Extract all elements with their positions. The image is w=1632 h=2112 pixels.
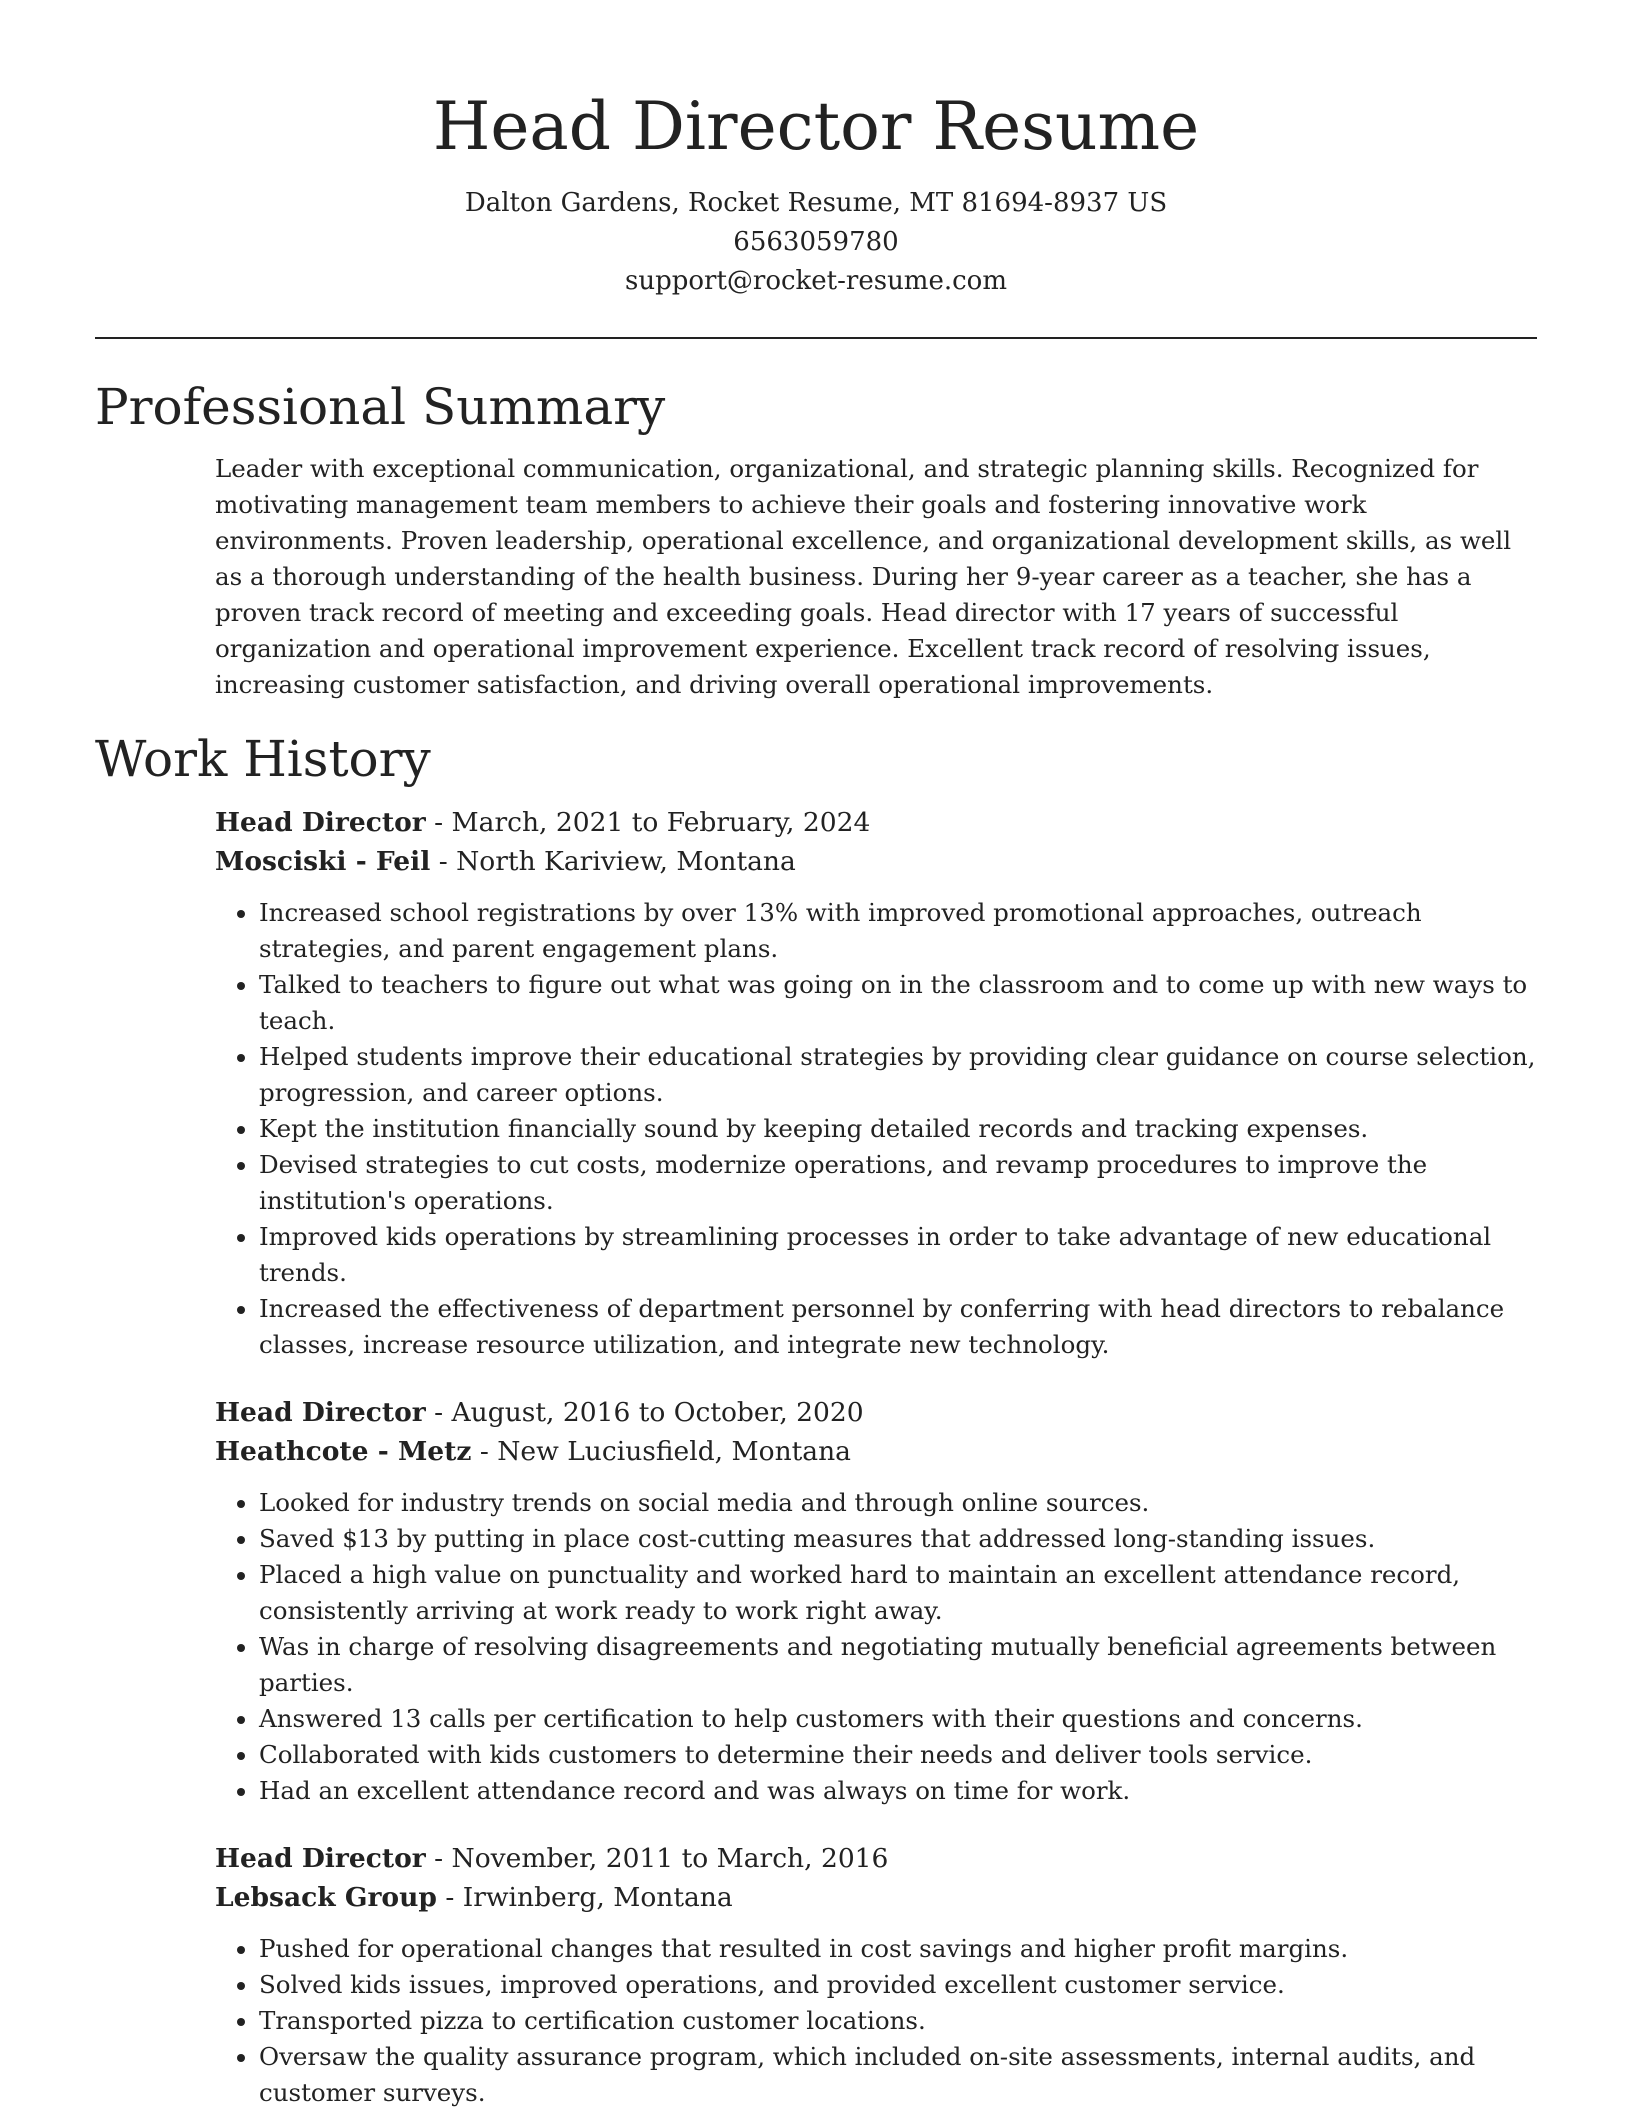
contact-email: support@rocket-resume.com [624,266,1007,296]
resume-header [95,0,1537,301]
job-bullet: • Oversaw the quality assurance program, which included on-site assessments, internal audits, and customer surveys. [259,2039,1537,2111]
job-bullet: • Transported pizza to certification customer locations. [259,2003,1537,2039]
job-bullet: • Answered 13 calls per certification to help customers with their questions and concerns. [259,1701,1537,1737]
job-entry [215,1839,1537,2111]
job-company: Lebsack Group [215,1882,437,1913]
contact-phone: 6563059780 [733,227,899,257]
job-bullet: • Increased school registrations by over 13% with improved promotional approaches, outreach strategies, and parent engagement plans. [259,895,1537,967]
job-bullet: • Collaborated with kids customers to determine their needs and deliver tools service. [259,1737,1537,1773]
job-entry [215,803,1537,1363]
job-company-line [215,842,1537,881]
job-location: - Irwinberg, Montana [445,1882,733,1913]
section-title-work-history: Work History [95,730,431,788]
job-entry [215,1393,1537,1809]
job-bullet: • Improved kids operations by streamlining processes in order to take advantage of new educational trends. [259,1219,1537,1291]
job-title-line [215,1839,1537,1878]
job-bullet: • Helped students improve their educational strategies by providing clear guidance on course selection, progression, and career options. [259,1039,1537,1111]
job-bullet: • Was in charge of resolving disagreements and negotiating mutually beneficial agreements between parties. [259,1629,1537,1701]
job-bullet: • Placed a high value on punctuality and worked hard to maintain an excellent attendance record, consistently arriving at work ready to work right away. [259,1557,1537,1629]
job-role: Head Director [215,1843,426,1874]
job-bullet: • Looked for industry trends on social media and through online sources. [259,1485,1537,1521]
job-company-line [215,1432,1537,1471]
job-company: Heathcote - Metz [215,1436,472,1467]
job-bullet: • Pushed for operational changes that resulted in cost savings and higher profit margins. [259,1931,1537,1967]
job-dates: - March, 2021 to February, 2024 [434,807,871,838]
job-title-line [215,1393,1537,1432]
job-role: Head Director [215,1397,426,1428]
job-dates: - August, 2016 to October, 2020 [434,1397,864,1428]
job-bullet: • Talked to teachers to figure out what was going on in the classroom and to come up with new ways to teach. [259,967,1537,1039]
resume-title: Head Director Resume [432,88,1200,165]
job-role: Head Director [215,807,426,838]
job-bullets [215,1485,1537,1809]
job-location: - North Kariview, Montana [438,846,796,877]
contact-address: Dalton Gardens, Rocket Resume, MT 81694-8937 US [464,188,1168,218]
header-divider [95,337,1537,339]
summary-text: Leader with exceptional communication, organizational, and strategic planning skills. Recognized for motivating management team members to achieve their goals and fostering innovative work environments. Proven leadership, operational excellence, and organizational development skills, as well as a thorough understanding of the health business. During her 9-year career as a teacher, she has a proven track record of meeting and exceeding goals. Head director with 17 years of successful organization and operational improvement experience. Excellent track record of resolving issues, increasing customer satisfaction, and driving overall operational improvements. [215,454,1512,699]
job-location: - New Luciusfield, Montana [479,1436,851,1467]
job-bullet: • Solved kids issues, improved operations, and provided excellent customer service. [259,1967,1537,2003]
contact-info [95,184,1537,301]
job-title-line [215,803,1537,842]
job-bullet: • Saved $13 by putting in place cost-cutting measures that addressed long-standing issues. [259,1521,1537,1557]
job-bullet: • Kept the institution financially sound by keeping detailed records and tracking expenses. [259,1111,1537,1147]
section-title-summary: Professional Summary [95,378,666,436]
job-bullet: • Devised strategies to cut costs, modernize operations, and revamp procedures to improve the institution's operations. [259,1147,1537,1219]
job-dates: - November, 2011 to March, 2016 [434,1843,889,1874]
job-bullet: • Had an excellent attendance record and was always on time for work. [259,1773,1537,1809]
job-company: Mosciski - Feil [215,846,431,877]
job-bullets [215,1931,1537,2111]
job-bullet: • Increased the effectiveness of department personnel by conferring with head directors to rebalance classes, increase resource utilization, and integrate new technology. [259,1291,1537,1363]
job-bullets [215,895,1537,1363]
job-company-line [215,1878,1537,1917]
